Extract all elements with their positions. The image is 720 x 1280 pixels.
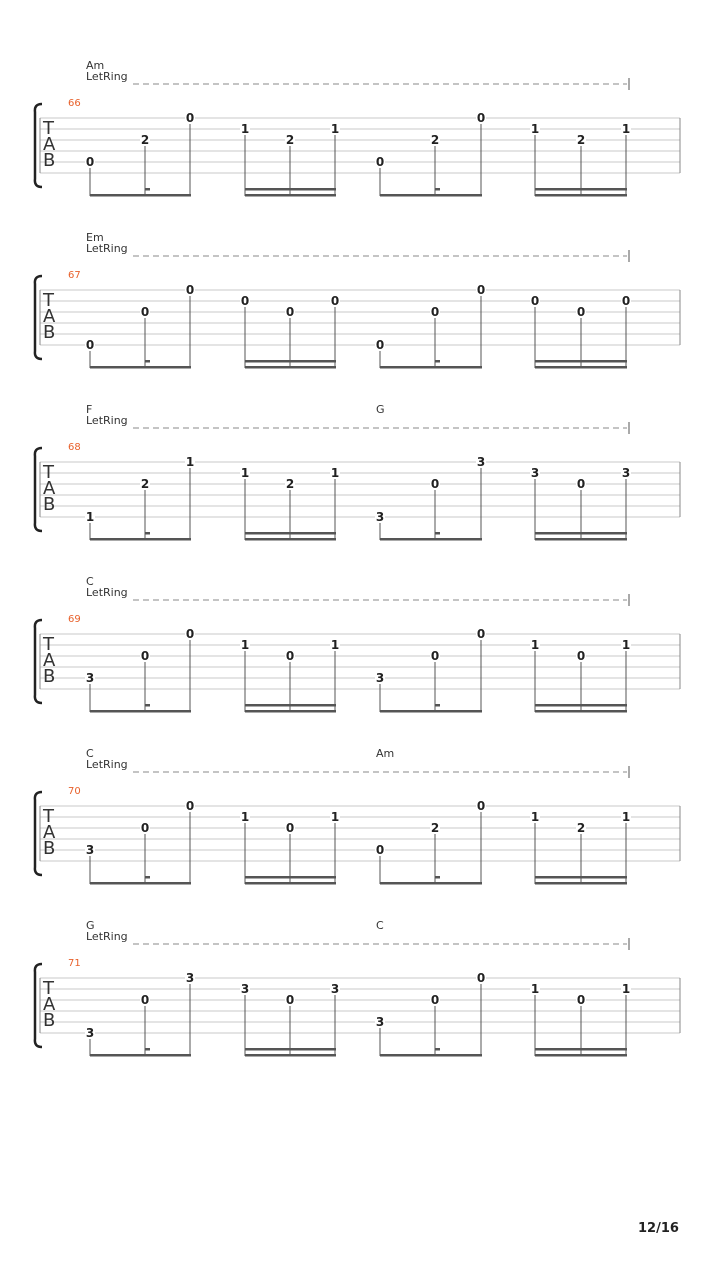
fret-number: 1 [330, 638, 340, 652]
fret-number: 0 [430, 477, 440, 491]
beam-stub [435, 704, 440, 707]
chord-name: Am [376, 747, 395, 760]
beam-primary [535, 366, 627, 369]
fret-number: 3 [185, 971, 195, 985]
tab-clef-letter: A [43, 134, 56, 155]
beam-secondary [535, 360, 627, 363]
fret-number: 0 [476, 111, 486, 125]
fret-number: 2 [430, 821, 440, 835]
beam-primary [380, 194, 482, 197]
fret-number: 3 [530, 466, 540, 480]
fret-number: 0 [185, 627, 195, 641]
fret-number: 0 [476, 283, 486, 297]
fret-number: 0 [285, 821, 295, 835]
fret-number: 1 [530, 810, 540, 824]
fret-number: 3 [85, 1026, 95, 1040]
chord-name: F [86, 403, 93, 416]
fret-number: 0 [476, 971, 486, 985]
fret-number: 0 [476, 627, 486, 641]
fret-number: 1 [621, 122, 631, 136]
let-ring-label: LetRing [86, 414, 128, 427]
fret-number: 0 [576, 649, 586, 663]
chord-name: G [376, 403, 385, 416]
fret-number: 0 [140, 821, 150, 835]
fret-number: 1 [330, 122, 340, 136]
chord-name: G [86, 919, 95, 932]
beam-secondary [535, 188, 627, 191]
tab-clef-letter: T [43, 978, 54, 999]
system-bracket [35, 792, 42, 875]
chord-name: C [86, 575, 94, 588]
fret-number: 0 [185, 283, 195, 297]
beam-stub [145, 188, 150, 191]
fret-number: 0 [375, 843, 385, 857]
beam-secondary [535, 1048, 627, 1051]
let-ring-label: LetRing [86, 242, 128, 255]
fret-number: 0 [621, 294, 631, 308]
fret-number: 3 [621, 466, 631, 480]
fret-number: 0 [430, 305, 440, 319]
fret-number: 3 [240, 982, 250, 996]
beam-stub [435, 188, 440, 191]
beam-primary [90, 882, 191, 885]
beam-secondary [245, 532, 336, 535]
fret-number: 0 [185, 111, 195, 125]
system-bracket [35, 964, 42, 1047]
measure-number: 69 [68, 614, 81, 625]
fret-number: 0 [285, 993, 295, 1007]
beam-secondary [245, 704, 336, 707]
beam-secondary [535, 704, 627, 707]
fret-number: 0 [375, 338, 385, 352]
fret-number: 0 [375, 155, 385, 169]
tab-clef-letter: A [43, 306, 56, 327]
fret-number: 0 [140, 305, 150, 319]
system-bracket [35, 448, 42, 531]
fret-number: 3 [375, 510, 385, 524]
fret-number: 3 [330, 982, 340, 996]
beam-primary [380, 710, 482, 713]
beam-stub [145, 360, 150, 363]
tab-clef-letter: T [43, 634, 54, 655]
fret-number: 2 [576, 133, 586, 147]
beam-secondary [245, 360, 336, 363]
fret-number: 0 [430, 993, 440, 1007]
tab-clef-letter: A [43, 478, 56, 499]
beam-primary [90, 1054, 191, 1057]
fret-number: 2 [140, 477, 150, 491]
fret-number: 1 [240, 466, 250, 480]
tab-clef-letter: T [43, 462, 54, 483]
beam-primary [535, 538, 627, 541]
fret-number: 0 [240, 294, 250, 308]
beam-stub [145, 532, 150, 535]
tab-clef-letter: T [43, 806, 54, 827]
fret-number: 2 [285, 133, 295, 147]
fret-number: 0 [285, 305, 295, 319]
fret-number: 3 [85, 671, 95, 685]
let-ring-label: LetRing [86, 930, 128, 943]
fret-number: 0 [85, 338, 95, 352]
beam-stub [435, 876, 440, 879]
beam-primary [90, 538, 191, 541]
fret-number: 1 [621, 810, 631, 824]
beam-secondary [535, 876, 627, 879]
beam-secondary [245, 876, 336, 879]
tab-clef-letter: B [43, 1010, 56, 1031]
beam-stub [435, 360, 440, 363]
fret-number: 0 [430, 649, 440, 663]
beam-primary [90, 366, 191, 369]
tab-clef-letter: A [43, 822, 56, 843]
beam-primary [380, 538, 482, 541]
fret-number: 1 [621, 982, 631, 996]
chord-name: C [86, 747, 94, 760]
fret-number: 0 [285, 649, 295, 663]
let-ring-label: LetRing [86, 758, 128, 771]
tab-clef-letter: B [43, 838, 56, 859]
tab-clef-letter: B [43, 322, 56, 343]
fret-number: 0 [576, 477, 586, 491]
system-bracket [35, 620, 42, 703]
fret-number: 1 [240, 122, 250, 136]
fret-number: 1 [530, 982, 540, 996]
fret-number: 0 [476, 799, 486, 813]
fret-number: 0 [185, 799, 195, 813]
beam-primary [535, 194, 627, 197]
fret-number: 2 [285, 477, 295, 491]
fret-number: 1 [185, 455, 195, 469]
beam-secondary [245, 1048, 336, 1051]
beam-secondary [535, 532, 627, 535]
chord-name: Em [86, 231, 104, 244]
system-bracket [35, 104, 42, 187]
fret-number: 0 [576, 993, 586, 1007]
fret-number: 2 [576, 821, 586, 835]
beam-stub [435, 532, 440, 535]
tab-clef-letter: B [43, 150, 56, 171]
fret-number: 1 [240, 810, 250, 824]
fret-number: 3 [375, 671, 385, 685]
system-bracket [35, 276, 42, 359]
tab-clef-letter: T [43, 118, 54, 139]
beam-primary [380, 366, 482, 369]
fret-number: 0 [140, 649, 150, 663]
tab-clef-letter: T [43, 290, 54, 311]
beam-primary [90, 710, 191, 713]
fret-number: 1 [530, 122, 540, 136]
fret-number: 1 [530, 638, 540, 652]
beam-primary [245, 366, 336, 369]
beam-stub [145, 1048, 150, 1051]
fret-number: 3 [476, 455, 486, 469]
beam-stub [145, 876, 150, 879]
fret-number: 1 [330, 466, 340, 480]
beam-primary [380, 1054, 482, 1057]
fret-number: 1 [621, 638, 631, 652]
beam-stub [435, 1048, 440, 1051]
beam-primary [535, 1054, 627, 1057]
tab-clef-letter: B [43, 494, 56, 515]
measure-number: 70 [68, 786, 81, 797]
tab-clef-letter: B [43, 666, 56, 687]
beam-primary [380, 882, 482, 885]
page-number: 12/16 [638, 1221, 679, 1236]
fret-number: 0 [330, 294, 340, 308]
tab-clef-letter: A [43, 650, 56, 671]
fret-number: 0 [576, 305, 586, 319]
fret-number: 0 [85, 155, 95, 169]
fret-number: 2 [430, 133, 440, 147]
beam-primary [535, 710, 627, 713]
beam-primary [245, 538, 336, 541]
let-ring-label: LetRing [86, 586, 128, 599]
measure-number: 66 [68, 98, 81, 109]
chord-name: C [376, 919, 384, 932]
tab-clef-letter: A [43, 994, 56, 1015]
fret-number: 1 [85, 510, 95, 524]
measure-number: 67 [68, 270, 81, 281]
beam-secondary [245, 188, 336, 191]
fret-number: 3 [375, 1015, 385, 1029]
beam-primary [90, 194, 191, 197]
chord-name: Am [86, 59, 105, 72]
beam-primary [245, 194, 336, 197]
beam-primary [245, 882, 336, 885]
fret-number: 1 [330, 810, 340, 824]
measure-number: 68 [68, 442, 81, 453]
beam-primary [245, 1054, 336, 1057]
fret-number: 0 [140, 993, 150, 1007]
beam-stub [145, 704, 150, 707]
fret-number: 2 [140, 133, 150, 147]
let-ring-label: LetRing [86, 70, 128, 83]
measure-number: 71 [68, 958, 81, 969]
fret-number: 1 [240, 638, 250, 652]
beam-primary [245, 710, 336, 713]
fret-number: 3 [85, 843, 95, 857]
beam-primary [535, 882, 627, 885]
fret-number: 0 [530, 294, 540, 308]
